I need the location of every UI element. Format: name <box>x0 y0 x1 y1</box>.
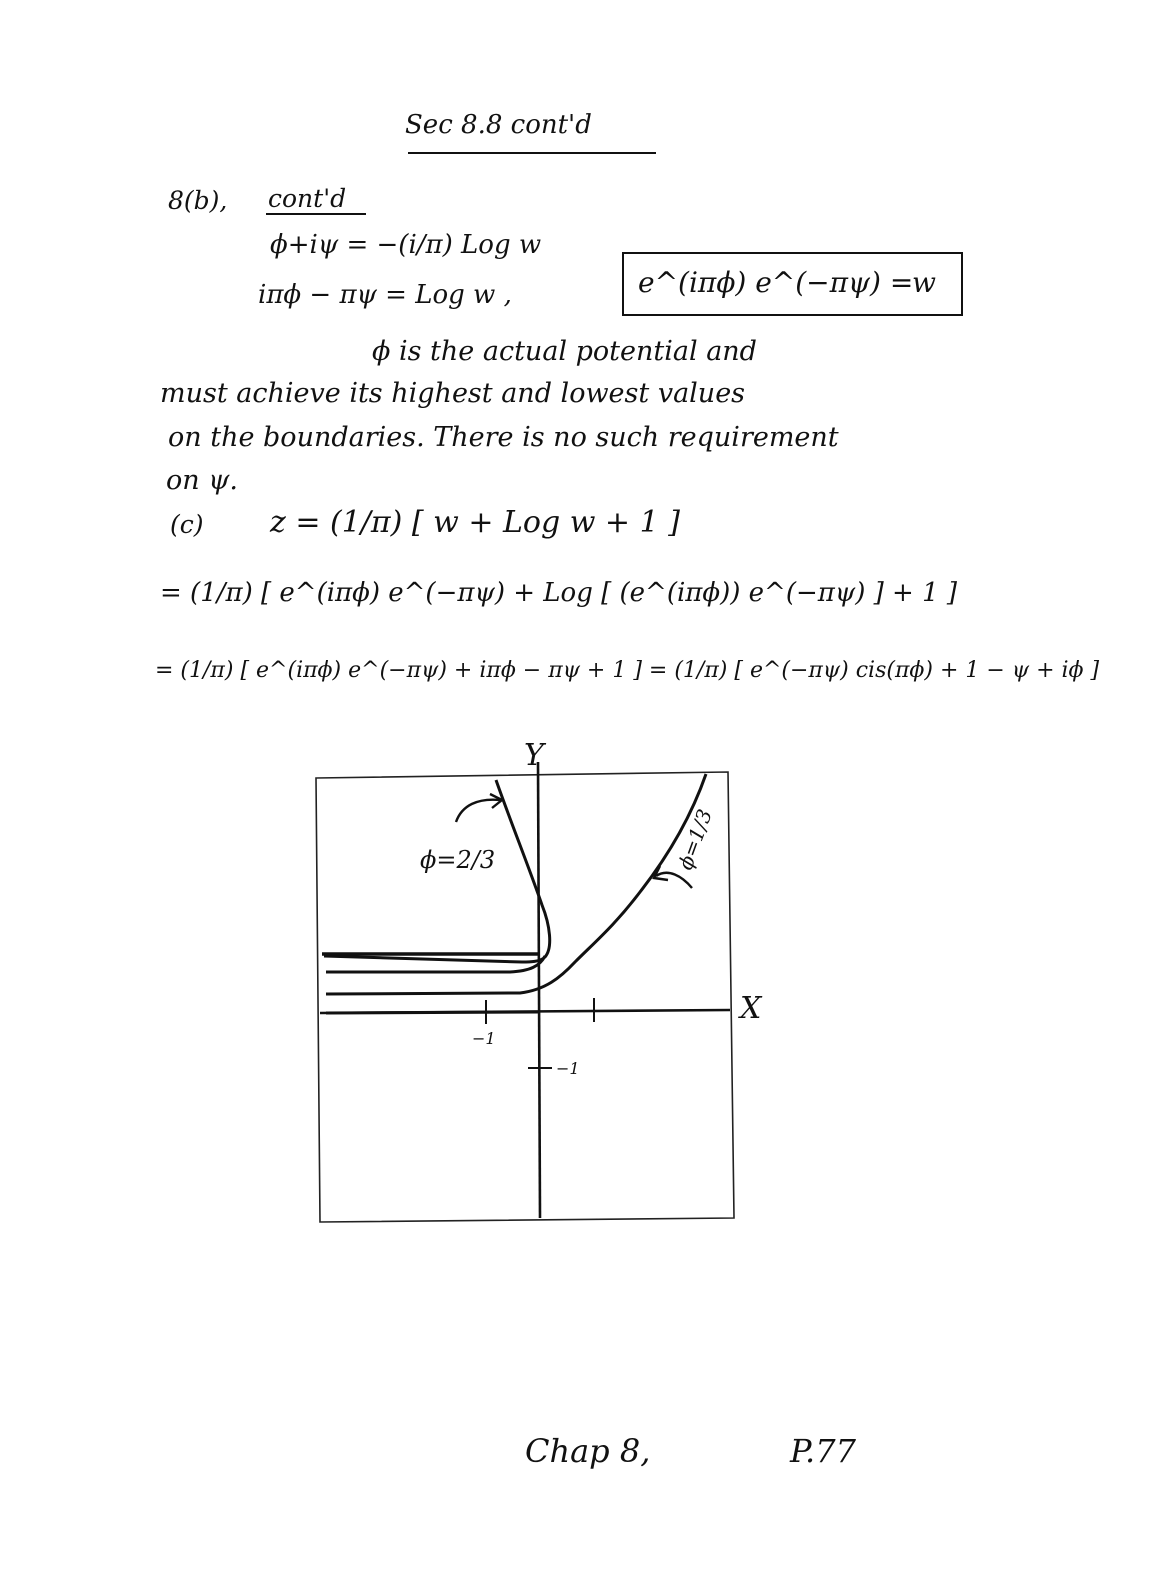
problem-number: 8(b), <box>168 186 228 215</box>
plot-frame <box>316 772 734 1222</box>
arrow-to-right-curve-icon <box>656 873 692 888</box>
x-axis-label: X <box>740 991 762 1026</box>
equation-log: iπϕ − πψ = Log w , <box>258 280 512 310</box>
equation-potential: ϕ+iψ = −(i/π) Log w <box>270 230 542 260</box>
part-c-label: (c) <box>170 510 204 539</box>
line-lower <box>326 1012 540 1013</box>
section-title: Sec 8.8 cont'd <box>405 110 592 140</box>
equation-line-2: = (1/π) [ e^(iπϕ) e^(−πψ) + Log [ (e^(iπϕ)) e^(−πψ) ] + 1 ] <box>160 578 958 608</box>
problem-contd: cont'd <box>268 184 347 213</box>
paragraph-line-1: ϕ is the actual potential and <box>372 336 757 367</box>
equation-line-3: = (1/π) [ e^(iπϕ) e^(−πψ) + iπϕ − πψ + 1 ] = (1/π) [ e^(−πψ) cis(πϕ) + 1 − ψ + iϕ ] <box>155 658 1100 683</box>
footer-chapter: Chap 8, <box>525 1432 651 1470</box>
paragraph-line-3: on the boundaries. There is no such requirement <box>168 422 839 453</box>
arrow-to-left-curve-icon <box>456 800 500 822</box>
y-axis-label: Y <box>524 738 544 773</box>
y-tick-label-neg1: −1 <box>556 1059 580 1078</box>
boxed-equation-lhs: e^(iπϕ) e^(−πψ) = <box>638 266 914 299</box>
footer-page-number: P.77 <box>790 1432 856 1470</box>
x-tick-label-neg1: −1 <box>472 1029 496 1048</box>
paragraph-line-2: must achieve its highest and lowest values <box>160 378 746 409</box>
boxed-equation-rhs: w <box>912 266 936 299</box>
label-phi-one-third: ϕ=1/3 <box>672 805 717 873</box>
label-phi-two-thirds: ϕ=2/3 <box>420 846 496 874</box>
equation-z: z = (1/π) [ w + Log w + 1 ] <box>270 505 680 540</box>
paragraph-line-4: on ψ. <box>166 465 238 496</box>
